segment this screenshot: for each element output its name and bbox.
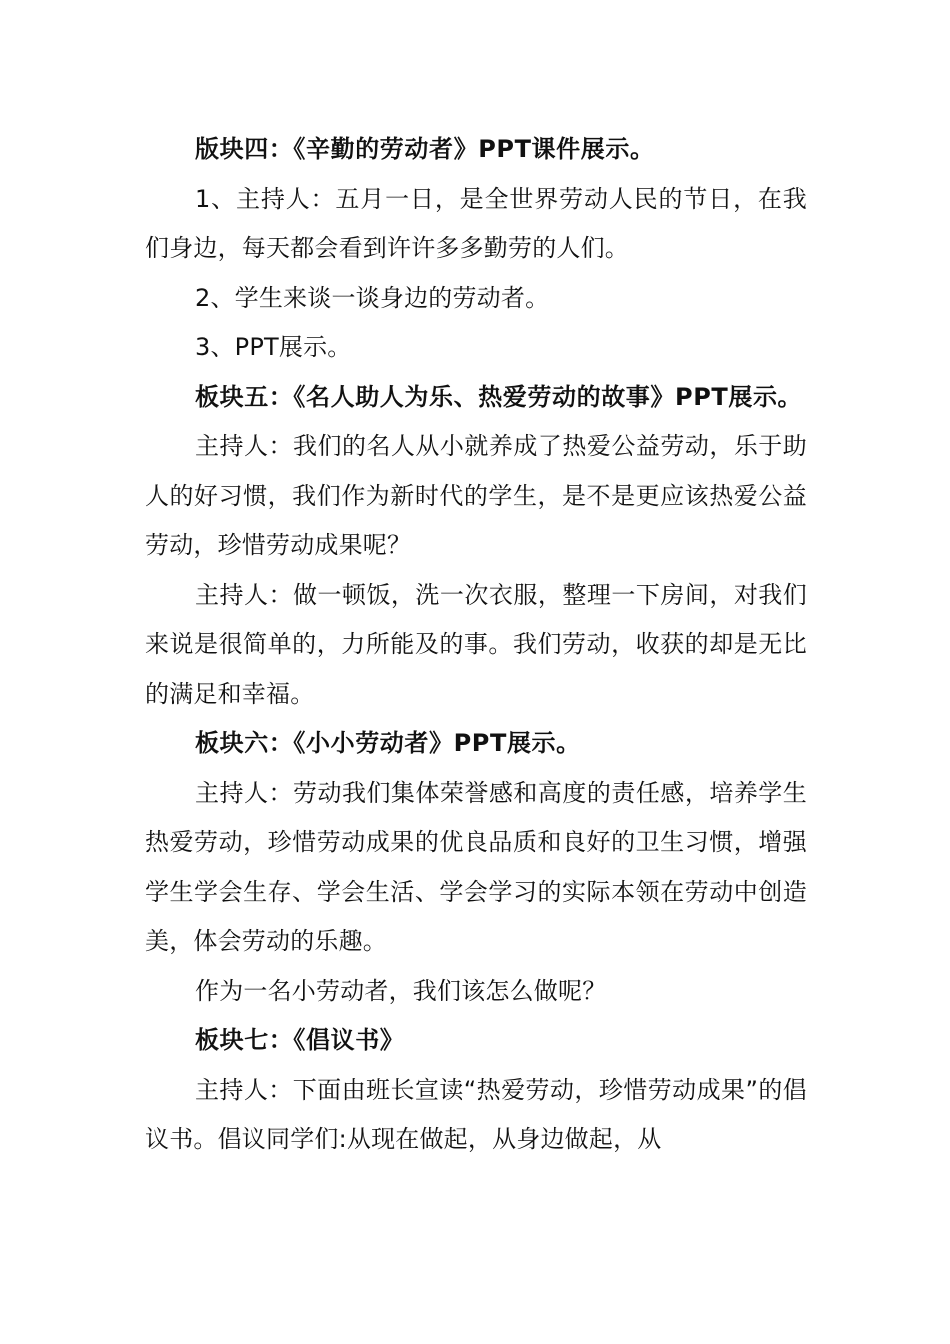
- section-heading-5: 板块五：《名人助人为乐、热爱劳动的故事》PPT展示。: [195, 382, 803, 411]
- section-heading-7: 板块七：《倡议书》: [195, 1026, 405, 1054]
- paragraph: 3、PPT展示。: [195, 333, 352, 361]
- paragraph: 1、主持人：五月一日，是全世界劳动人民的节日，在我们身边，每天都会看到许许多多勤劳的人们。: [145, 184, 807, 262]
- paragraph: 主持人：劳动我们集体荣誉感和高度的责任感，培养学生热爱劳动，珍惜劳动成果的优良品质和良好的卫生习惯，增强学生学会生存、学会生活、学会学习的实际本领在劳动中创造美，体会劳动的乐趣。: [145, 778, 807, 955]
- section-heading-6: 板块六：《小小劳动者》PPT展示。: [195, 729, 581, 757]
- paragraph: 主持人：下面由班长宣读“热爱劳动，珍惜劳动成果”的倡议书。倡议同学们:从现在做起，从身边做起，从: [145, 1075, 807, 1153]
- paragraph: 2、学生来谈一谈身边的劳动者。: [195, 283, 550, 312]
- paragraph: 主持人：我们的名人从小就养成了热爱公益劳动，乐于助人的好习惯，我们作为新时代的学生，是不是更应该热爱公益劳动，珍惜劳动成果呢？: [145, 432, 807, 559]
- paragraph: 主持人：做一顿饭，洗一次衣服，整理一下房间，对我们来说是很简单的，力所能及的事。我们劳动，收获的却是无比的满足和幸福。: [145, 580, 807, 708]
- paragraph: 作为一名小劳动者，我们该怎么做呢？: [195, 976, 607, 1005]
- section-heading-4: 版块四：《辛勤的劳动者》PPT课件展示。: [195, 135, 655, 163]
- document-page: [145, 125, 807, 1165]
